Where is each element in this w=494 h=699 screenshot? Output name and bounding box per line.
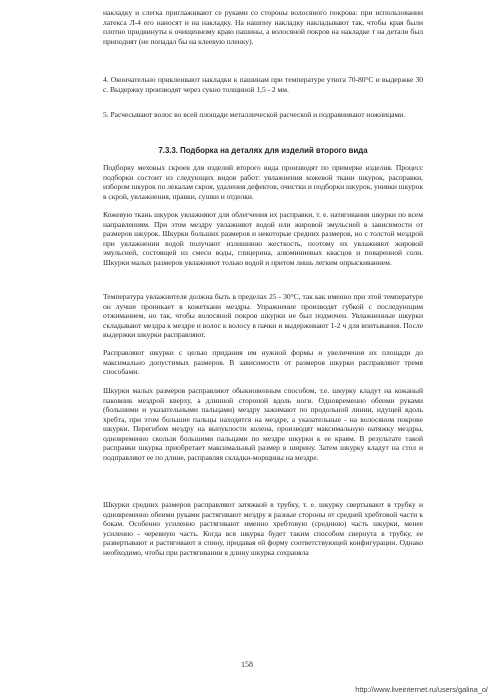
paragraph-2: 4. Окончательно приклеивают накладки к пашинам при температуре утюга 70-80°С и выдержке 30 с. Выдержку производят через сукно толщиной 1,5 - 2 мм.	[103, 75, 423, 94]
watermark-url: http://www.liveinternet.ru/users/galina_o/	[355, 685, 488, 694]
paragraph-1: накладку и слегка приглаживают се руками со стороны волосяного покрова: при использовании латекса Л-4 его наносят и на накладку. На нашпну накладку накладывают так, чтобы края были плотно придвинуты к очищенному краю пашины, а волосяной покров на накладке т на детали был приподнят (не попадал бы на клеевую пленку).	[103, 8, 423, 46]
paragraph-9: Шкурки средних размеров расправляют затяжкой в трубку, т. е. шкурку свертывают в трубку и одновременно обеими руками растягивают мездру в разные стороны от средней хребтовой части к бокам. Особенно усиленно растягивают именно хребтовую (среднюю) часть шкурки, менее усиленно - черевную часть. Когда вся шкурка будет таким способом свернута в трубку, ее развертывают и растягивают в спину, придавая ей форму соответствующей конфигурации. Однако необходимо, чтобы при растягивании в длину шкурка сохраняла	[103, 500, 423, 557]
section-heading: 7.3.3. Подборка на деталях для изделий второго вида	[158, 146, 368, 155]
paragraph-7: Расправляют шкурки с целью придания им нужной формы и увеличения их площади до максимально допустимых размеров. В зависимости от размеров шкурки расправляют тремя способами.	[103, 348, 423, 377]
paragraph-3: 5. Расчесывают волос во всей площади металлической расческой и подравнивают ножницами.	[103, 110, 406, 119]
paragraph-5: Кожевую ткань шкурок увлажняют для облегчения их расправки, т. е. натягивания шкурки по всем направлениям. При этом мездру увлажняют водой или жировой эмульсией в зависимости от размеров шкурок. Шкурки больших размеров и некоторые средних размеров, но с толстой мездрой при увлажнении водой получают излишнюю жесткость, поэтому их увлажняют жировой эмульсией, состоящей из смеси воды, глицерина, алюминиевых квасцов и поваренной соли. Шкурки малых размеров увлажняют только водой и притом лишь легким опрыскиванием.	[103, 210, 423, 267]
page-number: 158	[241, 660, 253, 669]
paragraph-4: Подборку меховых скроев для изделий второго вида производят по примерке изделия. Процесс подборки состоит из следующих видов работ: увлажнения кожевой ткани шкурок, расправки, избором шкурок по лекалам скроя, удаления дефектов, очистки и подборки шкурок, унивки шкурок в скрой, увлажнения, правки, сушки и отделки.	[103, 163, 423, 201]
paragraph-6: Температура увлажнителя должна быть в пределах 25 - 30°С, так как именно при этой температуре он лучше проникает в кожеткани мездры. Упражнение производят губкой с последующим отжиманием, но так, чтобы волосяной покров шкурки не был подмочен. Увлажненные шкурки складывают мездра к мездре и волос к волосу в пачки и выдерживают 1-2 ч для впитывания. После выдержки шкурки расправляют.	[103, 292, 423, 340]
paragraph-8: Шкурки малых размеров расправляют обыкновенным способом, т.е. шкурку кладут на кожаный паковник мездрой кверху, а длинной стороной вдоль ноги. Одновременно обеими руками (большими и указательными пальцами) мездру зажимают по продольной линии, идущей вдоль хребта, при этом большие пальцы находятся на мездре, а указательные - на волосяном покрове шкурки. Перегибом мездру на выпуклости колена, производят максимальную натяжку мездры, одновременно скользя большими пальцами по мездре шкурки к ее краям. В результате такой расправки шкурка приобретает максимальный размер в ширину. Затем шкурку кладут на стол и подправляют ее по длине, расправляя складки-морщины на мездре.	[103, 386, 423, 462]
